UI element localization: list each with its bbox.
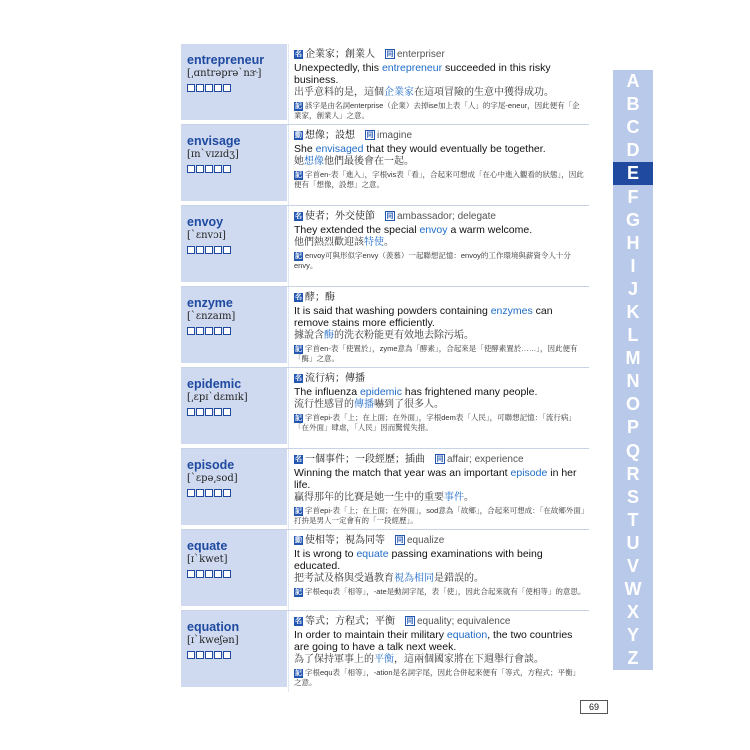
alphabet-tab-f[interactable]: F [613, 185, 653, 208]
highlighted-word: equate [356, 548, 389, 560]
vocab-entry [181, 205, 589, 286]
translation-text: 。 [384, 237, 394, 248]
alphabet-tab-t[interactable]: T [613, 509, 653, 532]
example-text: It is said that washing powders containing [294, 305, 491, 317]
example-text: She [294, 143, 316, 155]
example-text: a warm welcome. [447, 224, 533, 236]
review-checkboxes[interactable] [187, 489, 231, 497]
note-text: 字首en-表「使置於」，zyme意為「酵素」，合起來是「使酵素置於……」，因此便有「酶」之意。 [294, 344, 578, 363]
definition: 流行病；傳播 [305, 373, 365, 384]
checkbox[interactable] [196, 165, 204, 173]
translation-text: 為了保持軍事上的 [294, 654, 374, 665]
note-tag: 記 [295, 102, 302, 110]
synonym: affair; experience [447, 454, 524, 465]
translation-text: ，這兩個國家將在下週舉行會談。 [394, 654, 544, 665]
entry-body [294, 454, 586, 526]
headword-panel [181, 287, 287, 363]
definition: 使者；外交使節 [305, 211, 375, 222]
synonym-tag: 同 [386, 50, 394, 58]
review-checkboxes[interactable] [187, 408, 231, 416]
review-checkboxes[interactable] [187, 570, 231, 578]
headword: epidemic [187, 377, 242, 391]
headword: equation [187, 620, 240, 634]
checkbox[interactable] [205, 570, 213, 578]
alphabet-tab-x[interactable]: X [613, 601, 653, 624]
note-tag: 記 [295, 252, 302, 260]
highlighted-translation: 想像 [304, 156, 324, 167]
entry-body [294, 616, 586, 688]
highlighted-word: entrepreneur [381, 62, 443, 74]
synonym-tag: 同 [406, 617, 414, 625]
review-checkboxes[interactable] [187, 84, 231, 92]
definition-line [294, 373, 586, 385]
translation-text: 出乎意料的是，這個 [294, 87, 384, 98]
translation-text: 在這項冒險的生意中獲得成功。 [414, 87, 554, 98]
checkbox[interactable] [205, 651, 213, 659]
note-text: 字首epi-表「上；在上面；在外面」，sod意為「故鄉」，合起來可想成：「在故鄉外面」打拚是男人一定會有的「一段經歷」。 [294, 506, 585, 525]
note-text: 該字是由名詞enterprise（企業）去掉ise加上表「人」的字尾-eneur，因此便有「企業家，創業人」之意。 [294, 101, 580, 120]
vocab-entry [181, 367, 589, 448]
alphabet-tab-a[interactable]: A [613, 70, 653, 93]
entry-body [294, 211, 586, 271]
translation-text: 是錯誤的。 [434, 573, 484, 584]
checkbox[interactable] [223, 651, 231, 659]
definition: 等式；方程式；平衡 [305, 616, 395, 627]
review-checkboxes[interactable] [187, 165, 231, 173]
example-chinese [294, 492, 586, 504]
headword-panel [181, 530, 287, 606]
note-tag: 記 [295, 345, 302, 353]
example-text: The influenza [294, 386, 360, 398]
checkbox[interactable] [214, 651, 222, 659]
alphabet-tab-j[interactable]: J [613, 278, 653, 301]
note-tag: 記 [295, 414, 302, 422]
alphabet-tab-v[interactable]: V [613, 555, 653, 578]
headword-panel [181, 611, 287, 687]
translation-text: 把考試及格與受過教育 [294, 573, 394, 584]
note-tag: 記 [295, 171, 302, 179]
pronunciation: [ɪˋkweʃən] [187, 635, 239, 646]
checkbox[interactable] [187, 165, 195, 173]
translation-text: 嚇到了很多人。 [374, 399, 444, 410]
checkbox[interactable] [205, 489, 213, 497]
synonym: equality; equivalence [417, 616, 511, 627]
memory-note [294, 413, 586, 433]
highlighted-translation: 酶 [324, 330, 334, 341]
translation-text: 的洗衣粉能更有效地去除污垢。 [334, 330, 474, 341]
synonym: equalize [407, 535, 445, 546]
example-text: It is wrong to [294, 548, 357, 560]
headword: enzyme [187, 296, 233, 310]
part-of-speech-tag: 動 [295, 536, 302, 544]
translation-text: 據說含 [294, 330, 324, 341]
translation-text: 他們熱烈歡迎該 [294, 237, 364, 248]
part-of-speech-tag: 名 [295, 293, 302, 301]
checkbox[interactable] [187, 84, 195, 92]
synonym-tag: 同 [396, 536, 404, 544]
pronunciation: [ˋɛnvɔɪ] [187, 230, 226, 241]
checkbox[interactable] [223, 327, 231, 335]
alphabet-tab-s[interactable]: S [613, 486, 653, 509]
example-text: succeeded in this risky business. [294, 62, 551, 86]
highlighted-translation: 特使 [364, 237, 384, 248]
example-english [294, 224, 586, 236]
checkbox[interactable] [223, 84, 231, 92]
example-chinese [294, 330, 586, 342]
translation-text: 她 [294, 156, 304, 167]
alphabet-tab-l[interactable]: L [613, 324, 653, 347]
alphabet-index [613, 70, 653, 670]
memory-note [294, 170, 586, 190]
alphabet-tab-n[interactable]: N [613, 370, 653, 393]
entry-body [294, 292, 586, 364]
entry-body [294, 130, 586, 190]
example-english [294, 629, 586, 653]
translation-text: 他們最後會在一起。 [324, 156, 414, 167]
note-text: 字根equ表「相等」，-ate是動詞字尾，表「使」，因此合起來就有「使相等」的意思。 [305, 587, 586, 596]
alphabet-tab-e[interactable]: E [613, 162, 653, 185]
checkbox[interactable] [223, 408, 231, 416]
note-tag: 記 [295, 669, 302, 677]
note-text: 字首epi-表「上；在上面；在外面」，字根dem表「人民」，可聯想記憶：「流行病」「在外面」肆虐，「人民」因而驚慌失措。 [294, 413, 576, 432]
example-chinese [294, 87, 586, 99]
pronunciation: [ɪˋkwet] [187, 554, 228, 565]
vocab-entry [181, 44, 589, 124]
note-tag: 記 [295, 588, 302, 596]
checkbox[interactable] [187, 651, 195, 659]
checkbox[interactable] [223, 570, 231, 578]
definition-line [294, 292, 586, 304]
definition: 企業家；創業人 [305, 49, 375, 60]
alphabet-tab-c[interactable]: C [613, 116, 653, 139]
checkbox[interactable] [187, 489, 195, 497]
review-checkboxes[interactable] [187, 327, 231, 335]
alphabet-tab-y[interactable]: Y [613, 624, 653, 647]
note-text: envoy可與形似字envy（羨慕）一起聯想記憶：envoy的工作環境與薪資令人十分envy。 [294, 251, 571, 270]
translation-text: 贏得那年的比賽是她一生中的重要 [294, 492, 444, 503]
checkbox[interactable] [214, 84, 222, 92]
memory-note [294, 668, 586, 688]
example-text: in her life. [294, 467, 577, 491]
pronunciation: [͵ɑntrəprəˋnɝ] [187, 68, 262, 79]
highlighted-word: episode [510, 467, 548, 479]
synonym: ambassador; delegate [397, 211, 496, 222]
alphabet-tab-i[interactable]: I [613, 255, 653, 278]
example-text: , the two countries are going to have a talk next week. [294, 629, 573, 653]
checkbox[interactable] [214, 165, 222, 173]
checkbox[interactable] [223, 489, 231, 497]
checkbox[interactable] [214, 408, 222, 416]
highlighted-translation: 事件 [444, 492, 464, 503]
definition-line [294, 211, 586, 223]
headword-panel [181, 44, 287, 120]
checkbox[interactable] [214, 246, 222, 254]
pronunciation: [ˋɛnzaɪm] [187, 311, 236, 322]
checkbox[interactable] [196, 327, 204, 335]
synonym-tag: 同 [386, 212, 394, 220]
example-chinese [294, 399, 586, 411]
checkbox[interactable] [205, 327, 213, 335]
definition-line [294, 454, 586, 466]
note-text: 字首en-表「進入」，字根vis表「看」，合起來可想成「在心中進入觀看的狀態」，因此便有「想像，設想」之意。 [294, 170, 584, 189]
example-english [294, 143, 586, 155]
example-english [294, 305, 586, 329]
headword: episode [187, 458, 235, 472]
review-checkboxes[interactable] [187, 246, 231, 254]
checkbox[interactable] [205, 408, 213, 416]
synonym: imagine [377, 130, 413, 141]
example-chinese [294, 237, 586, 249]
memory-note [294, 101, 586, 121]
example-english [294, 62, 586, 86]
definition-line [294, 616, 586, 628]
part-of-speech-tag: 名 [295, 374, 302, 382]
highlighted-translation: 視為相同 [394, 573, 434, 584]
checkbox[interactable] [223, 165, 231, 173]
definition: 一個事件；一段經歷；插曲 [305, 454, 425, 465]
checkbox[interactable] [223, 246, 231, 254]
example-chinese [294, 156, 586, 168]
alphabet-tab-o[interactable]: O [613, 393, 653, 416]
example-chinese [294, 573, 586, 585]
checkbox[interactable] [205, 246, 213, 254]
alphabet-tab-r[interactable]: R [613, 463, 653, 486]
pronunciation: [ˋɛpə͵sod] [187, 473, 238, 484]
checkbox[interactable] [187, 408, 195, 416]
synonym-tag: 同 [436, 455, 444, 463]
memory-note [294, 506, 586, 526]
memory-note [294, 344, 586, 364]
part-of-speech-tag: 動 [295, 131, 302, 139]
translation-text: 。 [464, 492, 474, 503]
headword-panel [181, 206, 287, 282]
example-text: Winning the match that year was an important [294, 467, 511, 479]
alphabet-tab-b[interactable]: B [613, 93, 653, 116]
checkbox[interactable] [196, 246, 204, 254]
part-of-speech-tag: 名 [295, 455, 302, 463]
example-english [294, 386, 586, 398]
synonym: enterpriser [397, 49, 445, 60]
example-text: They extended the special [294, 224, 420, 236]
example-text: can remove stains more efficiently. [294, 305, 553, 329]
alphabet-tab-k[interactable]: K [613, 301, 653, 324]
vocab-entry [181, 286, 589, 367]
translation-text: 流行性感冒的 [294, 399, 354, 410]
example-text: In order to maintain their military [294, 629, 447, 641]
alphabet-tab-p[interactable]: P [613, 416, 653, 439]
note-tag: 記 [295, 507, 302, 515]
highlighted-word: equation [446, 629, 488, 641]
vocab-entry [181, 124, 589, 205]
part-of-speech-tag: 名 [295, 212, 302, 220]
highlighted-translation: 企業家 [384, 87, 414, 98]
example-text: passing examinations with being educated. [294, 548, 543, 572]
part-of-speech-tag: 名 [295, 50, 302, 58]
checkbox[interactable] [196, 408, 204, 416]
alphabet-tab-d[interactable]: D [613, 139, 653, 162]
pronunciation: [ɪnˋvɪzɪdʒ] [187, 149, 239, 160]
definition: 使相等；視為同等 [305, 535, 385, 546]
highlighted-word: envisaged [315, 143, 364, 155]
part-of-speech-tag: 名 [295, 617, 302, 625]
definition-line [294, 130, 586, 142]
checkbox[interactable] [205, 84, 213, 92]
headword-panel [181, 125, 287, 201]
alphabet-tab-g[interactable]: G [613, 209, 653, 232]
definition-line [294, 535, 586, 547]
page-number: 69 [580, 700, 608, 714]
example-chinese [294, 654, 586, 666]
headword-panel [181, 449, 287, 525]
headword: envisage [187, 134, 241, 148]
checkbox[interactable] [214, 570, 222, 578]
checkbox[interactable] [205, 165, 213, 173]
headword: envoy [187, 215, 224, 229]
checkbox[interactable] [214, 327, 222, 335]
checkbox[interactable] [187, 570, 195, 578]
alphabet-tab-w[interactable]: W [613, 578, 653, 601]
entry-body [294, 49, 586, 121]
memory-note [294, 251, 586, 271]
alphabet-tab-h[interactable]: H [613, 232, 653, 255]
alphabet-tab-m[interactable]: M [613, 347, 653, 370]
entry-body [294, 373, 586, 433]
alphabet-tab-q[interactable]: Q [613, 440, 653, 463]
alphabet-tab-z[interactable]: Z [613, 647, 653, 670]
vocab-entry [181, 610, 589, 691]
pronunciation: [͵ɛpɪˋdɛmɪk] [187, 392, 248, 403]
alphabet-tab-u[interactable]: U [613, 532, 653, 555]
example-english [294, 548, 586, 572]
vocab-entry [181, 448, 589, 529]
headword: equate [187, 539, 228, 553]
highlighted-word: enzymes [490, 305, 533, 317]
checkbox[interactable] [196, 651, 204, 659]
highlighted-word: epidemic [359, 386, 402, 398]
definition: 想像；設想 [305, 130, 355, 141]
checkbox[interactable] [196, 570, 204, 578]
checkbox[interactable] [196, 84, 204, 92]
headword: entrepreneur [187, 53, 265, 67]
synonym-tag: 同 [366, 131, 374, 139]
checkbox[interactable] [187, 246, 195, 254]
entry-list [181, 44, 589, 691]
definition-line [294, 49, 586, 61]
note-text: 字根equ表「相等」，-ation是名詞字尾，因此合併起來便有「等式，方程式；平衡」之意。 [294, 668, 581, 687]
checkbox[interactable] [214, 489, 222, 497]
highlighted-word: envoy [419, 224, 448, 236]
example-text: Unexpectedly, this [294, 62, 382, 74]
entry-body [294, 535, 586, 597]
memory-note [294, 587, 586, 597]
checkbox[interactable] [196, 489, 204, 497]
review-checkboxes[interactable] [187, 651, 231, 659]
highlighted-translation: 傳播 [354, 399, 374, 410]
definition: 酵；酶 [305, 292, 335, 303]
example-text: has frightened many people. [402, 386, 538, 398]
example-english [294, 467, 586, 491]
headword-panel [181, 368, 287, 444]
vocab-entry [181, 529, 589, 610]
checkbox[interactable] [187, 327, 195, 335]
example-text: that they would eventually be together. [363, 143, 546, 155]
highlighted-translation: 平衡 [374, 654, 394, 665]
